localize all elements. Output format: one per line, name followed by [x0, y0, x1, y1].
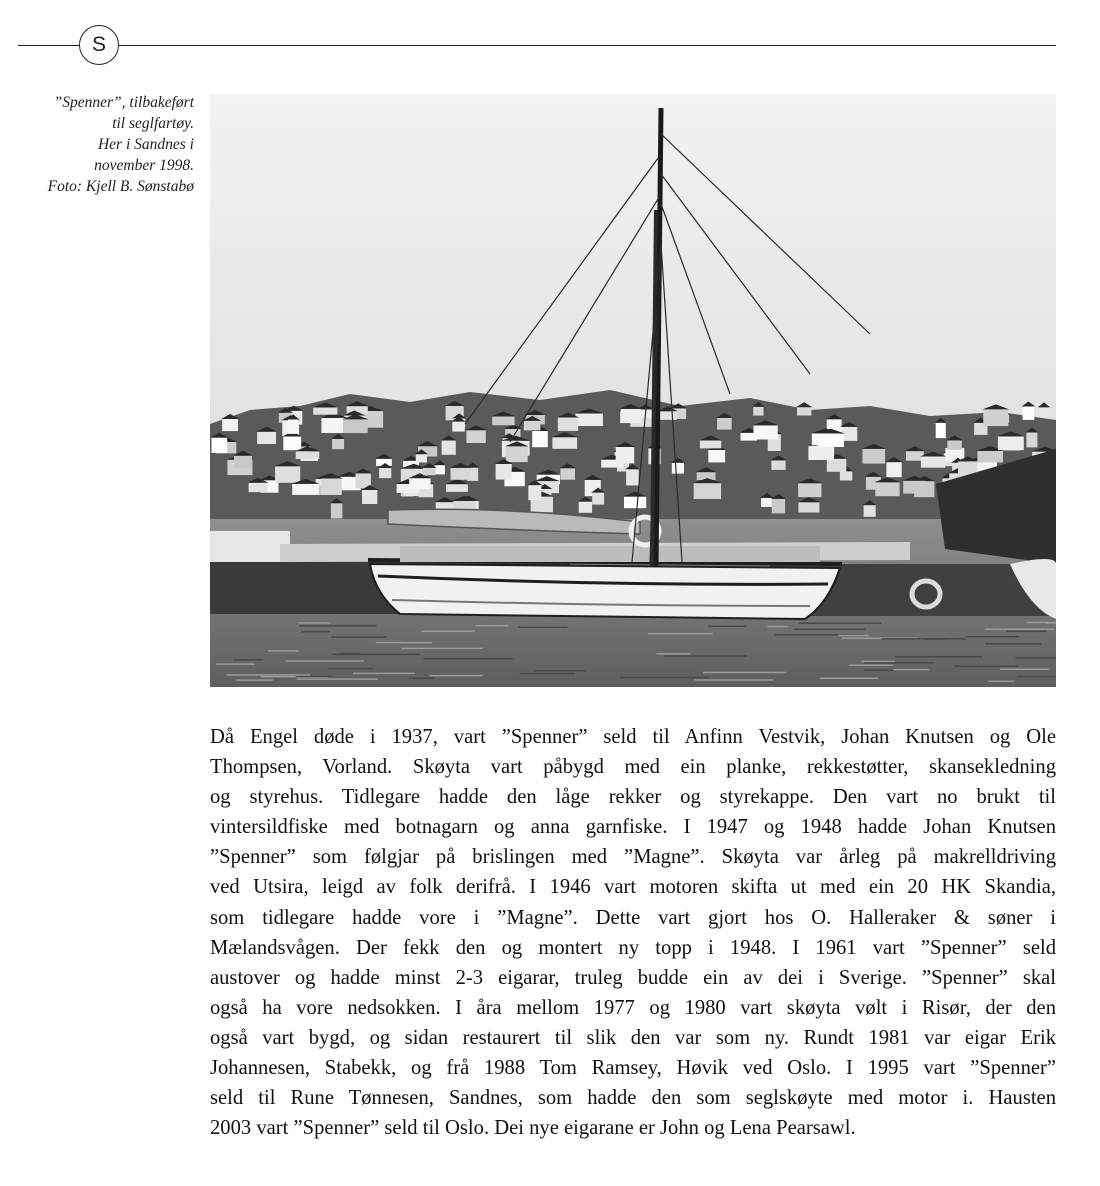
- harbour-photo: [210, 94, 1056, 687]
- section-letter: S: [91, 33, 106, 56]
- body-line: som tidlegare hadde vore i ”Magne”. Dette vart gjort hos O. Halleraker & søner i: [210, 906, 1056, 929]
- body-line: vintersildfiske med botnagarn og anna garnfiske. I 1947 og 1948 hadde Johan Knutsen: [210, 816, 1056, 839]
- caption-line: november 1998.: [94, 157, 194, 174]
- photo-caption: [18, 92, 194, 197]
- caption-line: ”Spenner”, tilbakeført: [53, 94, 194, 111]
- body-line: seld til Rune Tønnesen, Sandnes, som hadde den som seglskøyte med motor i. Hausten: [210, 1087, 1056, 1110]
- body-line: Johannesen, Stabekk, og frå 1988 Tom Ramsey, Høvik ved Oslo. I 1995 vart ”Spenner”: [210, 1057, 1056, 1080]
- quay-shed: [210, 531, 290, 563]
- body-line: Mælandsvågen. Der fekk den og montert ny topp i 1948. I 1961 vart ”Spenner” seld: [210, 936, 1056, 959]
- caption-line: til seglfartøy.: [112, 115, 194, 132]
- body-text: [210, 722, 1056, 1143]
- body-line: også vart bygd, og sidan restaurert til slik den var som ny. Rundt 1981 var eigar Erik: [210, 1026, 1056, 1049]
- caption-line: Her i Sandnes i: [97, 136, 194, 153]
- body-line: 2003 vart ”Spenner” seld til Oslo. Dei nye eigarane er John og Lena Pearsawl.: [210, 1117, 856, 1140]
- caption-line: Foto: Kjell B. Sønstabø: [47, 178, 194, 195]
- boat-hull: [370, 564, 840, 619]
- section-letter-badge: [79, 25, 119, 65]
- body-line: austover og hadde minst 2-3 eigarar, truleg budde ein av dei i Sverige. ”Spenner” skal: [210, 966, 1056, 989]
- body-line: Thompsen, Vorland. Skøyta vart påbygd med ein planke, rekkestøtter, skansekledning: [210, 756, 1056, 779]
- body-line: og styrehus. Tidlegare hadde den låge rekker og styrekappe. Den vart no brukt til: [210, 786, 1056, 809]
- body-line: også ha vore nedsokken. I åra mellom 1977 og 1980 vart skøyta vølt i Risør, der den: [210, 996, 1056, 1019]
- header-rule: [18, 45, 1056, 46]
- body-line: ved Utsira, leigd av folk derifrå. I 1946 vart motoren skifta ut med ein 20 HK Skandia,: [210, 876, 1056, 899]
- body-line: Då Engel døde i 1937, vart ”Spenner” seld til Anfinn Vestvik, Johan Knutsen og Ole: [210, 726, 1056, 748]
- boat-deck: [400, 546, 820, 562]
- sailboat-photo-illustration: [210, 94, 1056, 687]
- body-line: ”Spenner” som følgjar på brislingen med ”Magne”. Skøyta var årleg på makrelldriving: [210, 846, 1056, 869]
